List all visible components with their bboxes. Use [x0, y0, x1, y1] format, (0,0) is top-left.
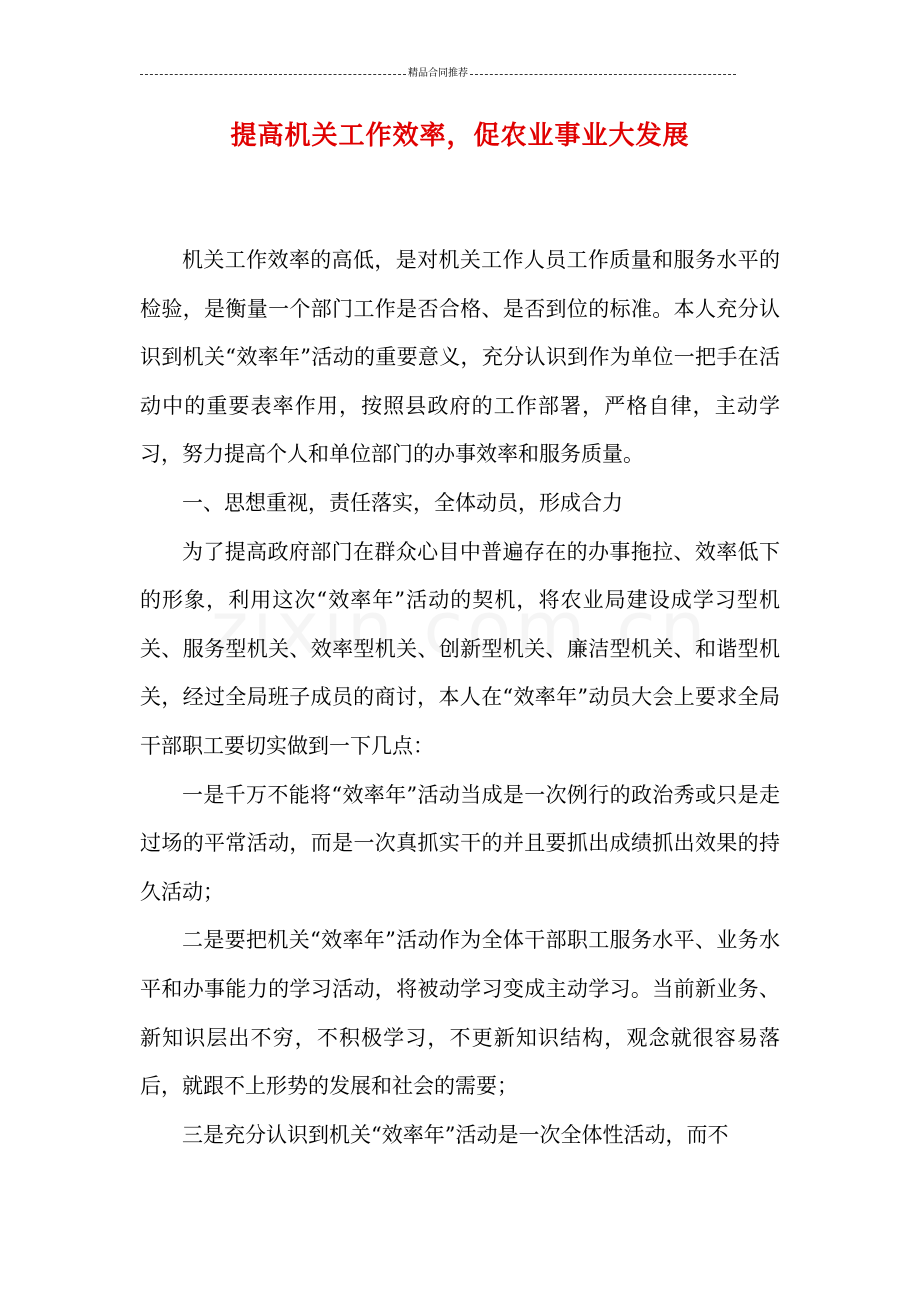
header-rule	[140, 66, 736, 82]
paragraph-point-1: 一是千万不能将“效率年”活动当成是一次例行的政治秀或只是走过场的平常活动，而是一次真抓实干的并且要抓出成绩抓出效果的持久活动；	[140, 782, 780, 904]
document-title: 提高机关工作效率，促农业事业大发展	[230, 121, 690, 151]
document-body	[140, 236, 780, 1159]
section-heading-1: 一、思想重视，责任落实，全体动员，形成合力	[182, 490, 623, 515]
paragraph-point-2: 二是要把机关“效率年”活动作为全体干部职工服务水平、业务水平和办事能力的学习活动，将被动学习变成主动学习。当前新业务、新知识层出不穷，不积极学习，不更新知识结构，观念就很容易落后，就跟不上形势的发展和社会的需要；	[140, 928, 780, 1099]
header-label: 精品合同推荐	[408, 68, 468, 79]
paragraph-intro: 机关工作效率的高低，是对机关工作人员工作质量和服务水平的检验，是衡量一个部门工作是否合格、是否到位的标准。本人充分认识到机关“效率年”活动的重要意义，充分认识到作为单位一把手在活动中的重要表率作用，按照县政府的工作部署，严格自律，主动学习，努力提高个人和单位部门的办事效率和服务质量。	[140, 248, 780, 467]
paragraph-point-3: 三是充分认识到机关“效率年”活动是一次全体性活动，而不	[182, 1122, 729, 1147]
header-dash-left	[140, 74, 406, 75]
header-dash-right	[470, 74, 736, 75]
paragraph-section-1: 为了提高政府部门在群众心目中普遍存在的办事拖拉、效率低下的形象，利用这次“效率年”活动的契机，将农业局建设成学习型机关、服务型机关、效率型机关、创新型机关、廉洁型机关、和谐型机关，经过全局班子成员的商讨，本人在“效率年”动员大会上要求全局干部职工要切实做到一下几点：	[140, 539, 780, 758]
